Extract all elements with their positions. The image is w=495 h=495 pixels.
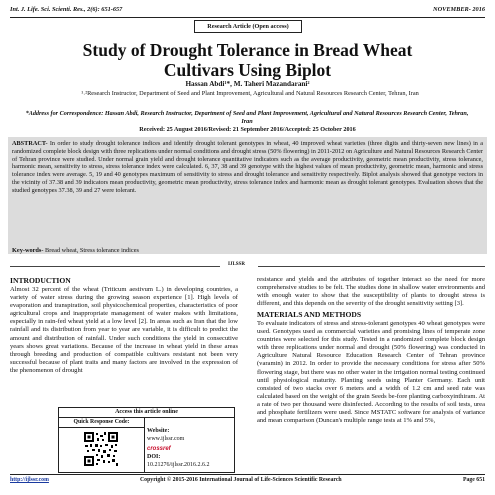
separator-line-right (258, 266, 485, 267)
keywords-text: Bread wheat, Stress tolerance indices (43, 247, 139, 254)
paper-title (15, 40, 480, 80)
title-line-1: Study of Drought Tolerance in Bread Wheat (82, 40, 413, 60)
separator (10, 262, 485, 270)
introduction-right-column: resistance and yields and the attributes of together interact so the need for more comprehensive studies to be felt. The studies done in shallow water environments and with enough water to show that the susceptibility of plants to drought stress is different, and this depends on the severity of the drought sensitivity setting [3]. (257, 276, 485, 308)
header-rule (10, 17, 485, 18)
title-line-2: Cultivars Using Biplot (163, 60, 332, 80)
footer-rule (10, 474, 485, 475)
introduction-heading: INTRODUCTION (10, 276, 71, 285)
journal-citation: Int. J. Life. Sci. Scienti. Res., 2(6): 651-657 (10, 6, 123, 13)
qr-cell (59, 427, 145, 472)
website-link[interactable]: www.ijlssr.com (147, 436, 185, 442)
separator-label: IJLSSR (228, 262, 245, 267)
correspondence: *Address for Correspondence: Hassan Abdi, Research Instructor, Department of Seed and Plant Improvement, Agricultural and Natural Resources Research Center, Tehran, Iran (25, 110, 469, 125)
abstract (12, 140, 483, 194)
website-label: Website: (147, 428, 170, 434)
methods-heading: MATERIALS AND METHODS (257, 310, 362, 319)
issue-date: NOVEMBER- 2016 (433, 6, 485, 13)
authors: Hassan Abdi¹*, M. Taheri Mazandarani² (185, 80, 310, 88)
access-online-box (58, 407, 235, 473)
footer-url[interactable]: http://ijlssr.com (10, 477, 49, 483)
methods-text: To evaluate indicators of stress and stress-tolerant genotypes 40 wheat genotypes were used. Genotypes used as commercial varieties and promising lines of temperate zone countries were selected for this study. Tested in a randomized complete block design with three replications under normal and drought (50% flowering) was conducted in Agriculture Natural Resource Education Research Center of Tehran province (varamin) in 2012. In order to provide the necessary conditions for stress after 50% flowering stage, but there was no other water in the irrigation normal testing continued until physiological maturity. Planting seeds using Planter Germany. Each unit consisted of two stacks over 6 meters and a width of 1.2 cm and seed rate was calculated based on the weight of the grain Seeds be-fore planting carboxyinthiram. At a rate of two per thousand were disinfected. According to the results of soil tests, urea and phosphate fertilizers were used. Since MSTATC software for analysis of variance and mean comparison (Duncan's multiple range tests at 1% and 5%, (257, 320, 485, 425)
footer-copyright: Copyright © 2015-2016 International Journal of Life-Sciences Scientific Research (140, 477, 342, 483)
qr-code-icon[interactable] (83, 431, 119, 467)
doi-label: DOI: (147, 454, 161, 460)
footer-page-number: Page 651 (462, 477, 485, 483)
crossref-logo[interactable]: crossref (147, 446, 171, 452)
keywords (12, 247, 483, 254)
affiliation: ¹˒²Research Instructor, Department of Seed and Plant Improvement, Agricultural and Natural Resources Research Center, Tehran, Iran (81, 90, 419, 97)
article-type-badge: Research Article (Open access) (194, 20, 302, 33)
qr-label: Quick Response Code: (59, 418, 145, 428)
introduction-left-column: Almost 32 percent of the wheat (Triticum aestivum L.) in developing countries, a variety of water stress during the growing season experience [1]. High levels of evaporation and transpiration, soil physicochemical properties, characteristics of poor agricultural crops and inappropriate management of water makes with limitations, especially in rain-fed wheat yield at a low level [2]. In areas such as Iran that the low rainfall and its distribution from year to year are variable, it is difficult to predict the amount and distribution of rainfall. Under such conditions the yield in consecutive years shows great variations. Because of the increase in wheat yield in these areas through breeding and production of compatible cultivars resistant not been very successful because of plant traits and many factors are involved in the expression of the phenomenon of drought (10, 286, 238, 374)
abstract-label: ABSTRACT- (12, 140, 48, 147)
article-dates: Received: 25 August 2016/Revised: 21 September 2016/Accepted: 25 October 2016 (139, 126, 356, 133)
doi-link[interactable]: 10.21276/ijlssr.2016.2.6.2 (147, 462, 210, 468)
abstract-text: In order to study drought tolerance indices and identify drought tolerant genotypes in wheat, 40 improved wheat varieties (three digits and thirty-seven new lines) in a randomized complete block design with three replications under normal conditions and drought stress (50% flowering) in 2011-2012 on Agriculture and Natural Resources Research Center of Tehran province were studied. Under normal grain yield and drought tolerance quantitative indicators such as the average productivity, geometric mean productivity, stress tolerance, harmonic mean, sensitivity to stress, stress tolerance index were calculated. 6, 37, 38 and 39 genotype with the highest values of mean productivity, geometric mean, harmonic and stress tolerance index were average. 5, 19 and 40 genotypes maximum of sensitivity to stress and drought tolerance and sensitivity respectively. Biplot analysis showed that genotype vectors in the vicinity of 37.38 and 39 indicators mean productivity, geometric mean productivity, stress tolerance index and harmonic mean as drought tolerant genotypes. Evaluation shows that the studied genotypes 37.38, 39 and 27 were tolerant. (12, 140, 483, 194)
separator-line-left (10, 266, 220, 267)
running-header (10, 6, 485, 16)
keywords-label: Key-words- (12, 247, 44, 254)
access-heading: Access this article online (59, 408, 234, 418)
